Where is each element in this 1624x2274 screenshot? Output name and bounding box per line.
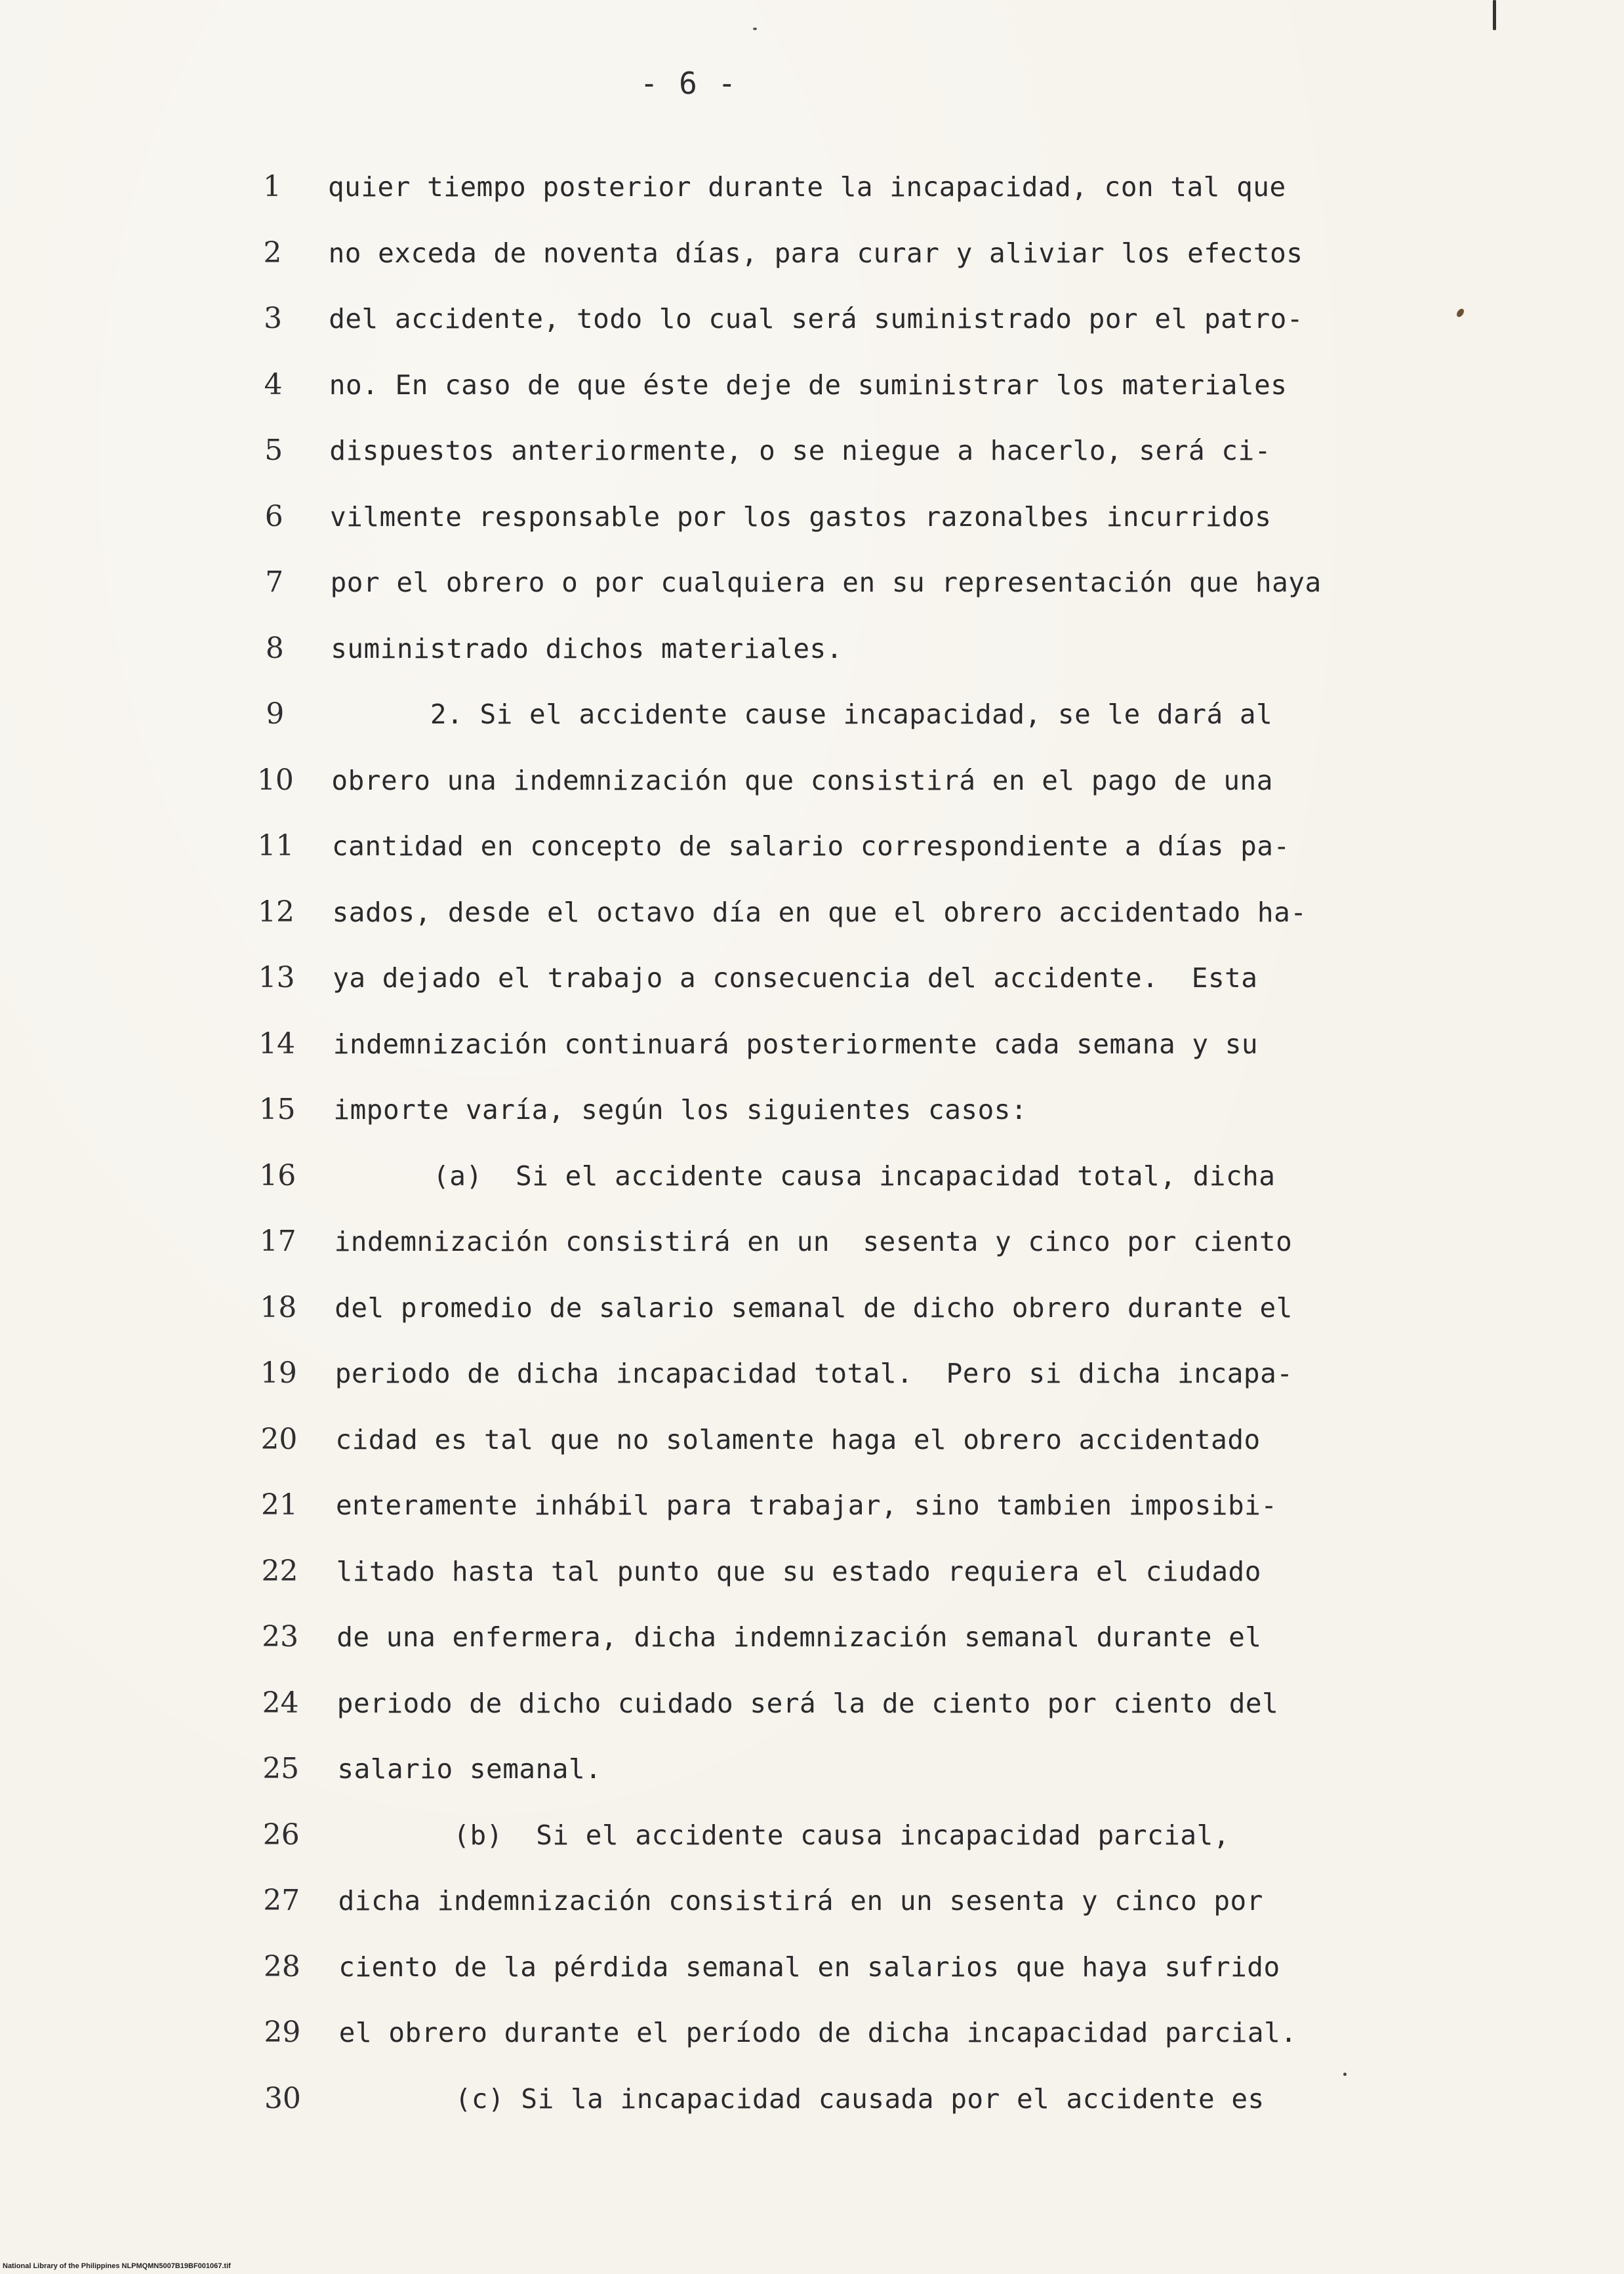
line-text: (a) Si el accidente causa incapacidad total, dicha xyxy=(334,1160,1276,1192)
line-text: importe varía, según los siguientes casos: xyxy=(333,1094,1028,1126)
line-text: indemnización consistirá en un sesenta y cinco por ciento xyxy=(334,1226,1293,1257)
line-text: no exceda de noventa días, para curar y aliviar los efectos xyxy=(328,237,1303,269)
ink-speck xyxy=(1343,2073,1347,2076)
line-number: 30 xyxy=(264,2081,301,2115)
line-number: 22 xyxy=(261,1554,298,1588)
line-number: 13 xyxy=(258,961,295,994)
line-number: 3 xyxy=(264,302,283,335)
scan-edge-mark xyxy=(1493,0,1496,30)
line-number: 4 xyxy=(264,367,283,401)
line-number: 8 xyxy=(265,631,284,665)
line-text: quier tiempo posterior durante la incapacidad, con tal que xyxy=(328,171,1286,203)
line-number: 6 xyxy=(264,499,283,533)
line-number: 11 xyxy=(257,829,294,863)
line-text: indemnización continuará posteriormente cada semana y su xyxy=(333,1028,1259,1060)
line-text: (c) Si la incapacidad causada por el accidente es xyxy=(339,2082,1265,2115)
line-text: no. En caso de que éste deje de suministrar los materiales xyxy=(329,369,1288,401)
line-number: 29 xyxy=(264,2016,301,2049)
line-text: vilmente responsable por los gastos razonalbes incurridos xyxy=(330,500,1272,533)
line-number: 21 xyxy=(261,1488,298,1522)
line-number: 24 xyxy=(262,1686,299,1720)
line-number: 1 xyxy=(263,170,281,203)
line-number: 28 xyxy=(263,1949,300,1983)
line-number: 9 xyxy=(266,697,285,731)
line-number: 25 xyxy=(262,1752,300,1785)
line-number: 17 xyxy=(259,1225,296,1258)
line-number: 14 xyxy=(258,1026,296,1061)
line-number: 2 xyxy=(263,235,282,270)
line-number: 26 xyxy=(262,1817,300,1852)
line-text: suministrado dichos materiales. xyxy=(331,632,843,664)
line-text: (b) Si el accidente causa incapacidad parcial, xyxy=(338,1819,1230,1851)
line-number: 16 xyxy=(259,1158,296,1192)
scan-footer-label: National Library of the Philippines NLPMQMN5007B19BF001067.tif xyxy=(3,2262,231,2270)
line-text: dispuestos anteriormente, o se niegue a hacerlo, será ci- xyxy=(329,435,1271,466)
line-text: por el obrero o por cualquiera en su representación que haya xyxy=(330,567,1322,598)
line-number: 15 xyxy=(258,1093,296,1126)
line-number: 20 xyxy=(260,1422,298,1456)
line-number: 5 xyxy=(264,434,283,467)
line-text: enteramente inhábil para trabajar, sino tambien imposibi- xyxy=(336,1490,1278,1521)
line-number: 10 xyxy=(256,763,294,797)
line-text: el obrero durante el período de dicha incapacidad parcial. xyxy=(338,2017,1297,2048)
line-text: del promedio de salario semanal de dicho obrero durante el xyxy=(335,1291,1293,1324)
line-text: de una enfermera, dicha indemnización semanal durante el xyxy=(336,1621,1262,1653)
line-text: periodo de dicha incapacidad total. Pero si dicha incapa- xyxy=(335,1358,1293,1389)
line-text: del accidente, todo lo cual será suministrado por el patro- xyxy=(329,303,1304,335)
line-text: litado hasta tal punto que su estado requiera el ciudado xyxy=(336,1555,1261,1587)
line-text: salario semanal. xyxy=(337,1753,602,1785)
line-text: cantidad en concepto de salario correspondiente a días pa- xyxy=(332,830,1290,862)
line-text: obrero una indemnización que consistirá en el pago de una xyxy=(331,764,1273,796)
line-number: 7 xyxy=(265,565,284,599)
line-text: periodo de dicho cuidado será la de ciento por ciento del xyxy=(336,1687,1279,1719)
line-number: 27 xyxy=(263,1884,300,1917)
line-text: 2. Si el accidente cause incapacidad, se le dará al xyxy=(331,699,1273,730)
page-number: - 6 - xyxy=(639,66,738,101)
line-number: 23 xyxy=(262,1620,299,1654)
line-number: 18 xyxy=(260,1290,297,1324)
line-text: dicha indemnización consistirá en un sesenta y cinco por xyxy=(338,1885,1263,1917)
line-number: 12 xyxy=(258,895,295,929)
line-text: ciento de la pérdida semanal en salarios que haya sufrido xyxy=(338,1951,1280,1983)
line-text: ya dejado el trabajo a consecuencia del accidente. Esta xyxy=(333,962,1258,994)
line-text: sados, desde el octavo día en que el obrero accidentado ha- xyxy=(332,896,1307,928)
line-text: cidad es tal que no solamente haga el obrero accidentado xyxy=(335,1423,1261,1455)
ink-speck xyxy=(753,28,757,30)
line-number: 19 xyxy=(260,1356,297,1390)
